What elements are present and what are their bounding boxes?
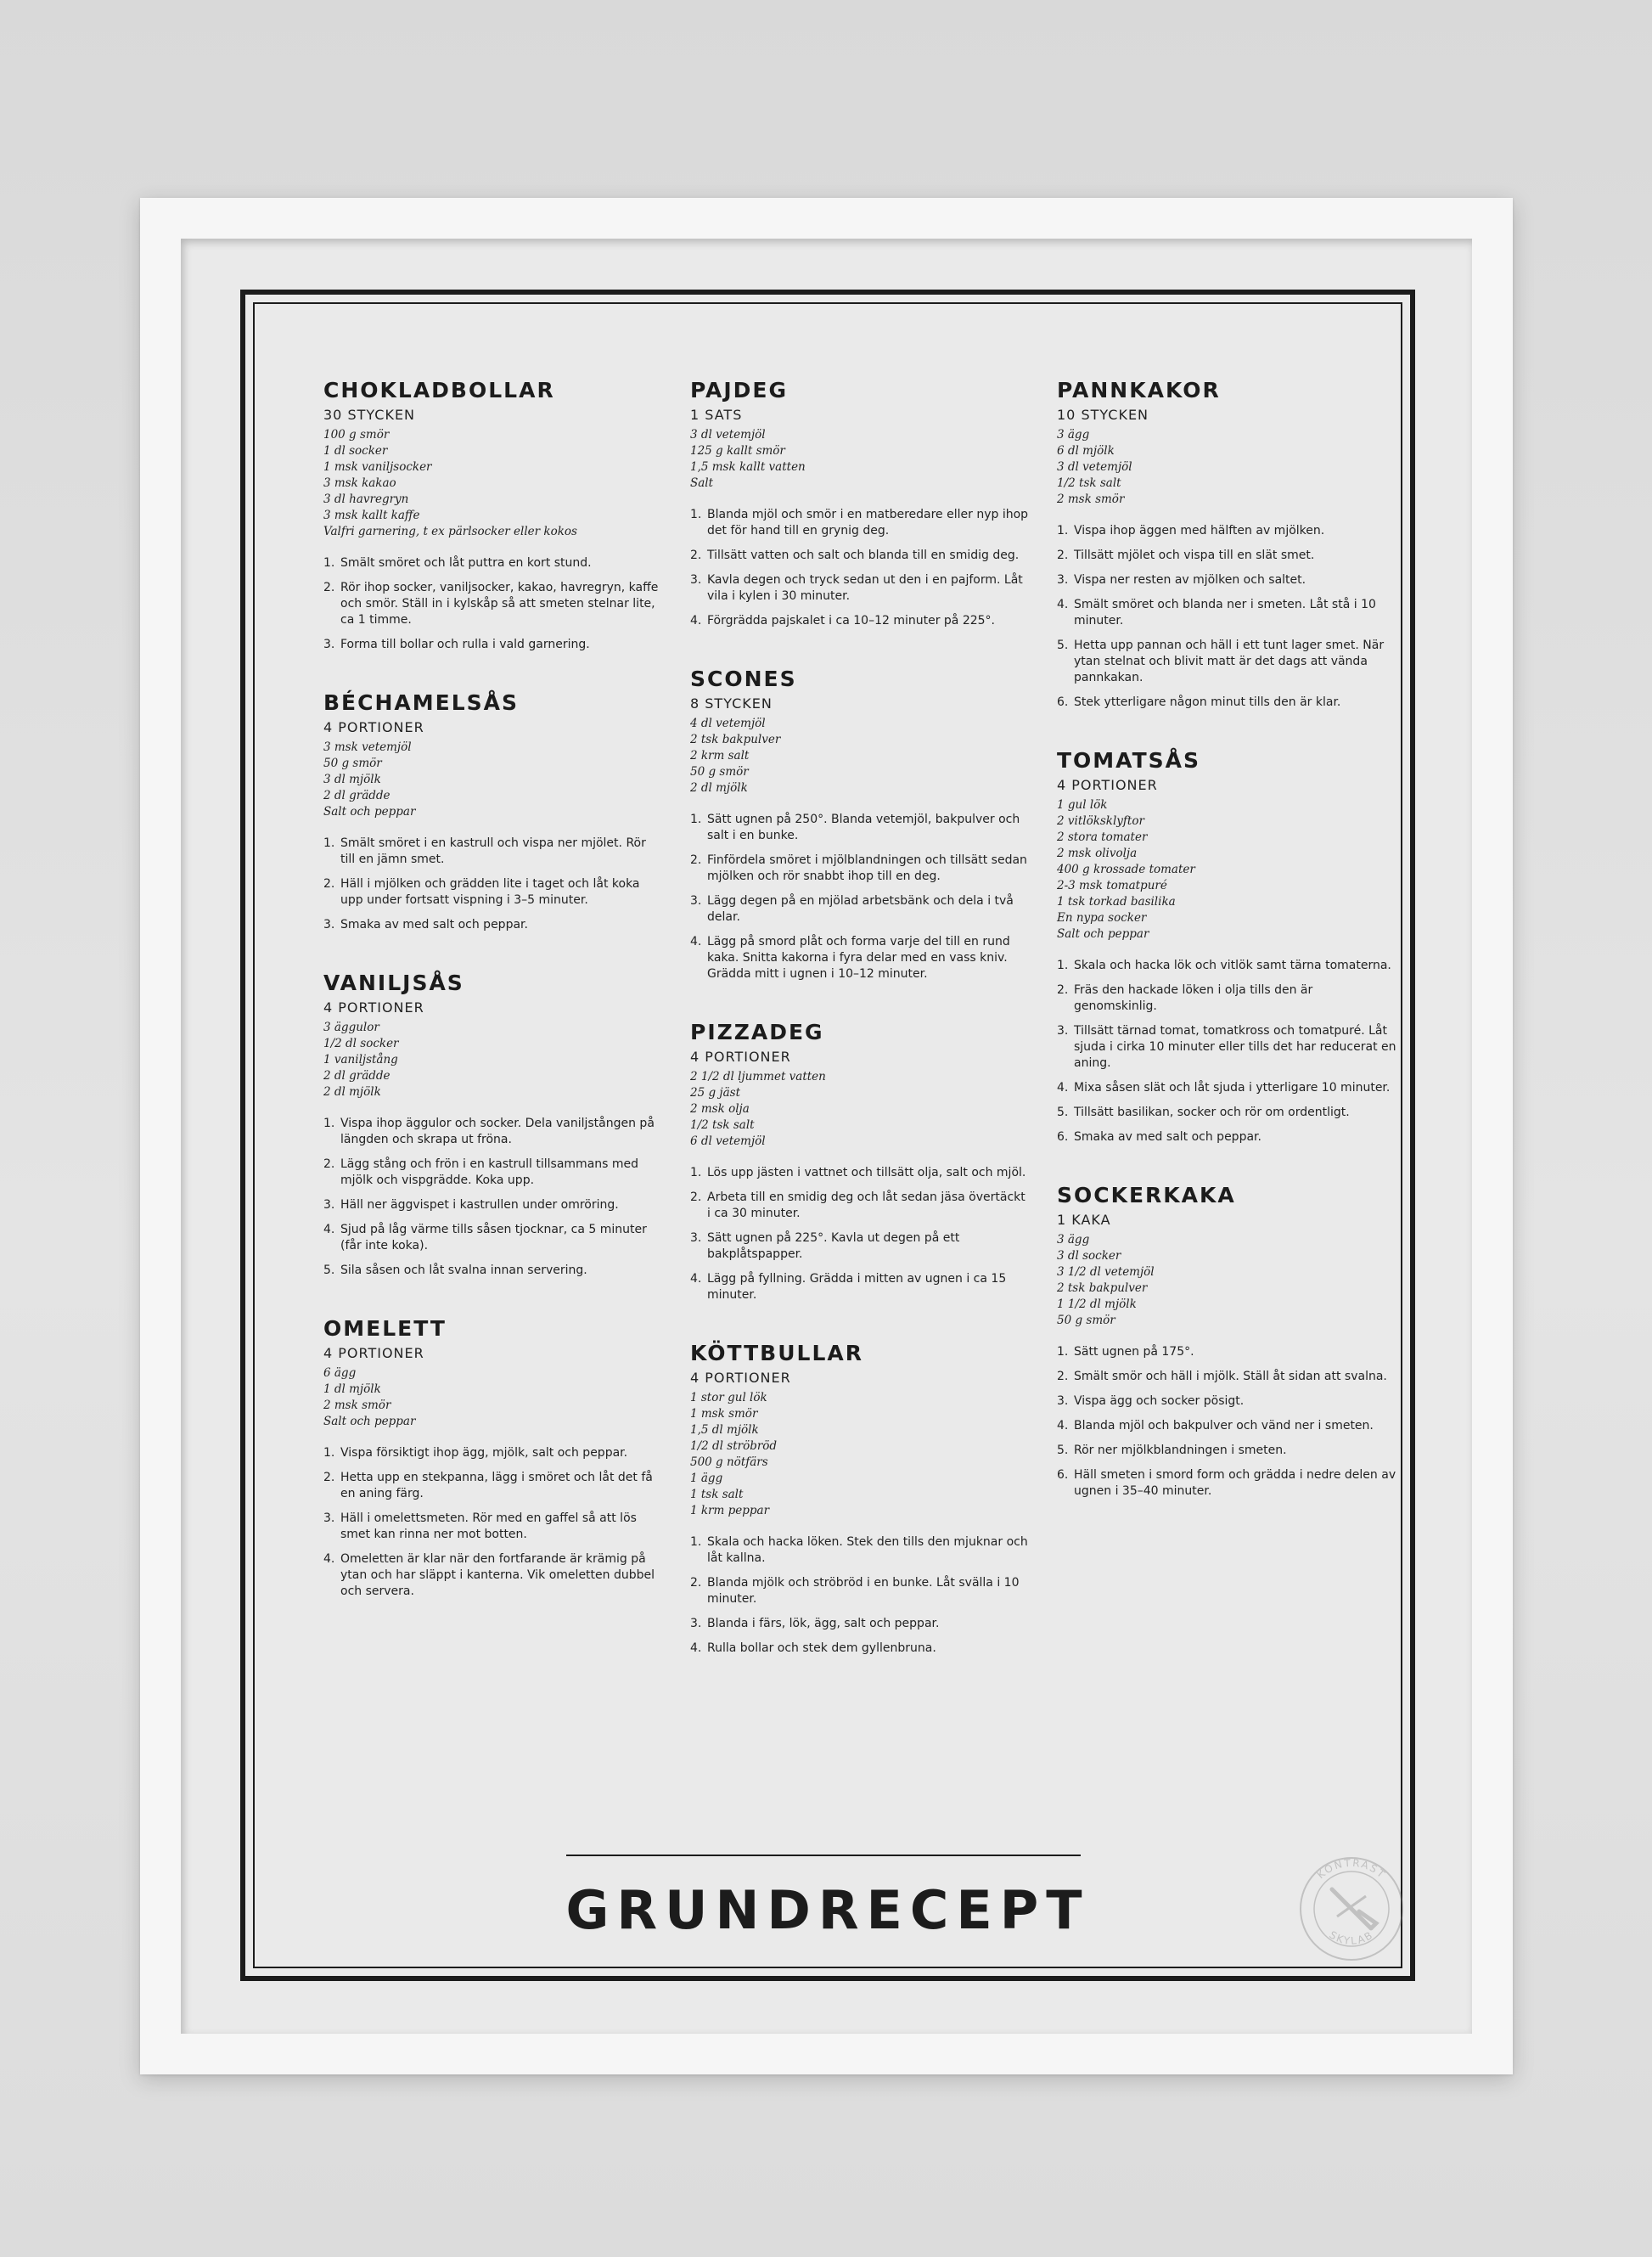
step-number: 1. xyxy=(323,1117,335,1130)
recipe-title: VANILJSÅS xyxy=(323,971,464,995)
ingredient-item: 2 msk smör xyxy=(323,1399,391,1412)
ingredient-item: 1/2 dl socker xyxy=(323,1037,399,1050)
step-number: 1. xyxy=(1057,524,1069,538)
instruction-step xyxy=(1057,548,1396,564)
instruction-step xyxy=(323,1157,663,1189)
step-text: Sätt ugnen på 250°. Blanda vetemjöl, bakpulver och salt i en bunke. xyxy=(707,813,1020,842)
ingredient-item: 3 msk vetemjöl xyxy=(323,740,412,754)
recipe-yield: 4 PORTIONER xyxy=(323,999,424,1016)
ingredient-item: 2 stora tomater xyxy=(1057,830,1148,844)
ingredient-item: 3 1/2 dl vetemjöl xyxy=(1057,1265,1155,1279)
stamp-bottom-text: SKYLAB xyxy=(1327,1928,1376,1947)
instruction-step xyxy=(690,613,1030,629)
step-text: Forma till bollar och rulla i vald garnering. xyxy=(340,638,590,651)
ingredient-item: 1 1/2 dl mjölk xyxy=(1057,1297,1137,1311)
recipe-title: SCONES xyxy=(690,667,797,691)
step-number: 2. xyxy=(690,1576,702,1590)
ingredient-item: 25 g jäst xyxy=(690,1086,740,1100)
instruction-step xyxy=(1057,1467,1396,1500)
step-number: 3. xyxy=(323,1511,335,1525)
ingredient-item: Salt och peppar xyxy=(323,805,416,819)
instruction-step xyxy=(323,1116,663,1148)
step-text: Fräs den hackade löken i olja tills den är genomskinlig. xyxy=(1074,983,1313,1013)
instruction-step xyxy=(1057,572,1396,588)
step-number: 3. xyxy=(1057,1394,1069,1408)
instruction-step xyxy=(1057,1023,1396,1072)
recipe-block xyxy=(690,667,1030,982)
step-text: Vispa ihop äggulor och socker. Dela vaniljstången på längden och skrapa ut fröna. xyxy=(340,1117,655,1146)
ingredient-item: 500 g nötfärs xyxy=(690,1455,768,1469)
recipe-yield: 10 STYCKEN xyxy=(1057,407,1149,423)
ingredient-item: 6 dl vetemjöl xyxy=(690,1134,766,1148)
step-text: Arbeta till en smidig deg och låt sedan jäsa övertäckt i ca 30 minuter. xyxy=(707,1190,1025,1220)
ingredient-item: 2 msk olivolja xyxy=(1057,847,1138,860)
step-text: Blanda mjölk och ströbröd i en bunke. Låt svälla i 10 minuter. xyxy=(707,1576,1020,1606)
recipe-column-1 xyxy=(323,378,663,1637)
recipe-block xyxy=(690,1341,1030,1657)
step-text: Förgrädda pajskalet i ca 10–12 minuter på 225°. xyxy=(707,614,996,628)
ingredient-item: 3 dl vetemjöl xyxy=(1057,460,1132,474)
step-number: 3. xyxy=(690,1617,702,1630)
ingredient-item: 400 g krossade tomater xyxy=(1057,863,1195,876)
step-text: Smaka av med salt och peppar. xyxy=(340,918,528,932)
ingredient-item: 2-3 msk tomatpuré xyxy=(1057,879,1167,892)
instruction-step xyxy=(1057,1344,1396,1360)
ingredient-list xyxy=(1057,1232,1396,1329)
instruction-step xyxy=(323,1511,663,1543)
ingredient-list xyxy=(1057,797,1396,943)
instruction-step xyxy=(323,1263,663,1279)
step-text: Smält smöret och blanda ner i smeten. Låt stå i 10 minuter. xyxy=(1074,598,1376,628)
recipe-yield: 1 KAKA xyxy=(1057,1212,1111,1228)
recipe-title: PAJDEG xyxy=(690,378,789,402)
ingredient-item: Salt xyxy=(690,476,714,490)
step-number: 3. xyxy=(1057,573,1069,587)
instruction-step xyxy=(1057,638,1396,686)
recipe-title: SOCKERKAKA xyxy=(1057,1183,1236,1207)
recipe-yield: 4 PORTIONER xyxy=(323,1345,424,1361)
step-text: Rör ner mjölkblandningen i smeten. xyxy=(1074,1444,1287,1457)
ingredient-item: 1 ägg xyxy=(690,1472,723,1485)
ingredient-list xyxy=(323,1365,663,1430)
step-text: Skala och hacka löken. Stek den tills den mjuknar och låt kallna. xyxy=(707,1535,1028,1565)
step-text: Sätt ugnen på 175°. xyxy=(1074,1345,1194,1359)
step-text: Rulla bollar och stek dem gyllenbruna. xyxy=(707,1641,936,1655)
ingredient-item: 1 msk vaniljsocker xyxy=(323,460,432,474)
instruction-list xyxy=(1057,958,1396,1145)
ingredient-item: 3 dl vetemjöl xyxy=(690,428,766,442)
recipe-block xyxy=(690,1020,1030,1303)
step-text: Blanda mjöl och bakpulver och vänd ner i smeten. xyxy=(1074,1419,1374,1432)
step-text: Blanda i färs, lök, ägg, salt och peppar. xyxy=(707,1617,940,1630)
ingredient-list xyxy=(323,1020,663,1100)
recipe-block xyxy=(323,378,663,653)
step-number: 5. xyxy=(1057,1444,1069,1457)
step-text: Tillsätt vatten och salt och blanda till en smidig deg. xyxy=(707,549,1020,562)
ingredient-list xyxy=(690,427,1030,492)
step-number: 1. xyxy=(323,1446,335,1460)
recipe-title: CHOKLADBOLLAR xyxy=(323,378,555,402)
step-number: 3. xyxy=(1057,1024,1069,1038)
step-text: Hetta upp pannan och häll i ett tunt lager smet. När ytan stelnat och blivit matt är det dags att vända pannkakan. xyxy=(1074,639,1385,684)
instruction-step xyxy=(323,580,663,628)
recipe-title: KÖTTBULLAR xyxy=(690,1341,863,1365)
instruction-step xyxy=(1057,982,1396,1015)
instruction-step xyxy=(323,1197,663,1213)
ingredient-list xyxy=(690,1390,1030,1519)
step-number: 4. xyxy=(1057,1419,1069,1432)
instruction-step xyxy=(1057,1369,1396,1385)
instruction-step xyxy=(1057,958,1396,974)
instruction-step xyxy=(323,1445,663,1461)
instruction-step xyxy=(690,1641,1030,1657)
instruction-list xyxy=(323,1116,663,1279)
recipe-column-2 xyxy=(690,378,1030,1694)
instruction-step xyxy=(690,507,1030,539)
step-text: Skala och hacka lök och vitlök samt tärna tomaterna. xyxy=(1074,959,1391,972)
instruction-step xyxy=(1057,1393,1396,1410)
step-text: Vispa ner resten av mjölken och saltet. xyxy=(1074,573,1306,587)
instruction-list xyxy=(690,507,1030,629)
step-text: Smält smöret och låt puttra en kort stund. xyxy=(340,556,592,570)
ingredient-item: 3 ägg xyxy=(1057,428,1090,442)
poster-paper xyxy=(181,239,1472,2034)
step-number: 4. xyxy=(690,1272,702,1286)
ingredient-item: 2 msk olja xyxy=(690,1102,750,1116)
ingredient-item: 1 stor gul lök xyxy=(690,1391,767,1404)
brand-stamp-logo xyxy=(1298,1855,1405,1962)
ingredient-item: 6 ägg xyxy=(323,1366,357,1380)
recipe-block xyxy=(323,1316,663,1600)
step-number: 6. xyxy=(1057,1130,1069,1144)
svg-text:SKYLAB xyxy=(1327,1928,1375,1947)
step-text: Vispa försiktigt ihop ägg, mjölk, salt och peppar. xyxy=(340,1446,628,1460)
step-number: 5. xyxy=(1057,639,1069,652)
ingredient-item: 1 tsk torkad basilika xyxy=(1057,895,1176,909)
step-text: Vispa ihop äggen med hälften av mjölken. xyxy=(1074,524,1325,538)
step-text: Hetta upp en stekpanna, lägg i smöret och låt det få en aning färg. xyxy=(340,1471,653,1500)
ingredient-item: 1 dl socker xyxy=(323,444,388,458)
poster-title: GRUNDRECEPT xyxy=(565,1879,1090,1941)
svg-text:KONTRAST xyxy=(1315,1857,1388,1882)
step-number: 6. xyxy=(1057,1468,1069,1482)
ingredient-item: 2 msk smör xyxy=(1057,492,1125,506)
recipe-yield: 8 STYCKEN xyxy=(690,695,773,712)
ingredient-item: 3 ägg xyxy=(1057,1233,1090,1247)
step-text: Blanda mjöl och smör i en matberedare eller nyp ihop det för hand till en grynig deg. xyxy=(707,508,1029,538)
instruction-step xyxy=(323,637,663,653)
picture-frame xyxy=(140,198,1513,2074)
recipe-yield: 30 STYCKEN xyxy=(323,407,416,423)
ingredient-item: 4 dl vetemjöl xyxy=(690,717,766,730)
ingredient-item: 1/2 tsk salt xyxy=(1057,476,1121,490)
ingredient-item: 2 dl mjölk xyxy=(690,781,748,795)
step-text: Lägg på fyllning. Grädda i mitten av ugnen i ca 15 minuter. xyxy=(707,1272,1007,1302)
ingredient-item: 1 vaniljstång xyxy=(323,1053,398,1067)
instruction-step xyxy=(1057,1080,1396,1096)
step-number: 1. xyxy=(690,508,702,521)
ingredient-list xyxy=(690,716,1030,796)
recipe-block xyxy=(690,378,1030,629)
step-text: Häll ner äggvispet i kastrullen under omröring. xyxy=(340,1198,619,1212)
ingredient-item: 50 g smör xyxy=(1057,1314,1115,1327)
instruction-list xyxy=(690,1534,1030,1657)
ingredient-item: 2 dl mjölk xyxy=(323,1085,381,1099)
recipe-yield: 4 PORTIONER xyxy=(323,719,424,735)
step-text: Smaka av med salt och peppar. xyxy=(1074,1130,1261,1144)
instruction-step xyxy=(1057,695,1396,711)
instruction-step xyxy=(323,555,663,571)
ingredient-list xyxy=(690,1069,1030,1150)
step-number: 2. xyxy=(323,1471,335,1484)
instruction-step xyxy=(323,836,663,868)
instruction-list xyxy=(323,555,663,653)
ingredient-list xyxy=(1057,427,1396,508)
step-number: 4. xyxy=(323,1223,335,1236)
step-number: 2. xyxy=(323,581,335,594)
ingredient-item: 3 msk kakao xyxy=(323,476,396,490)
step-text: Smält smör och häll i mjölk. Ställ åt sidan att svalna. xyxy=(1074,1370,1387,1383)
ingredient-item: 3 dl havregryn xyxy=(323,492,409,506)
step-text: Stek ytterligare någon minut tills den är klar. xyxy=(1074,695,1341,709)
recipe-title: OMELETT xyxy=(323,1316,447,1341)
step-text: Lägg stång och frön i en kastrull tillsammans med mjölk och vispgrädde. Koka upp. xyxy=(340,1157,639,1187)
recipe-block xyxy=(323,690,663,933)
ingredient-item: 1 gul lök xyxy=(1057,798,1108,812)
step-number: 2. xyxy=(323,877,335,891)
instruction-step xyxy=(690,812,1030,844)
ingredient-item: 1 tsk salt xyxy=(690,1488,744,1501)
instruction-step xyxy=(690,1165,1030,1181)
step-text: Lös upp jästen i vattnet och tillsätt olja, salt och mjöl. xyxy=(707,1166,1026,1179)
ingredient-item: 2 dl grädde xyxy=(323,1069,391,1083)
step-number: 2. xyxy=(690,549,702,562)
recipe-title: BÉCHAMELSÅS xyxy=(323,690,519,715)
ingredient-item: 1,5 dl mjölk xyxy=(690,1423,759,1437)
instruction-step xyxy=(690,1230,1030,1263)
step-number: 1. xyxy=(323,836,335,850)
instruction-step xyxy=(690,853,1030,885)
instruction-step xyxy=(690,572,1030,605)
instruction-step xyxy=(1057,1129,1396,1145)
ingredient-item: 1,5 msk kallt vatten xyxy=(690,460,806,474)
ingredient-item: 50 g smör xyxy=(323,757,382,770)
step-number: 5. xyxy=(323,1264,335,1277)
step-text: Sila såsen och låt svalna innan servering. xyxy=(340,1264,587,1277)
recipe-title: PIZZADEG xyxy=(690,1020,824,1044)
step-number: 3. xyxy=(323,918,335,932)
recipe-block xyxy=(323,971,663,1279)
title-rule xyxy=(566,1855,1081,1856)
step-number: 4. xyxy=(1057,598,1069,611)
step-number: 1. xyxy=(690,813,702,826)
step-text: Sätt ugnen på 225°. Kavla ut degen på ett bakplåtspapper. xyxy=(707,1231,960,1261)
ingredient-item: 2 tsk bakpulver xyxy=(690,733,781,746)
step-number: 5. xyxy=(1057,1106,1069,1119)
step-text: Lägg på smord plåt och forma varje del till en rund kaka. Snitta kakorna i fyra delar med en vass kniv. Grädda mitt i ugnen i 10–12 minuter. xyxy=(707,935,1010,981)
recipe-title: PANNKAKOR xyxy=(1057,378,1221,402)
ingredient-item: 3 äggulor xyxy=(323,1021,379,1034)
step-text: Rör ihop socker, vaniljsocker, kakao, havregryn, kaffe och smör. Ställ in i kylskåp så att smeten stelnar lite, ca 1 timme. xyxy=(340,581,659,627)
instruction-step xyxy=(690,1616,1030,1632)
ingredient-item: Salt och peppar xyxy=(323,1415,416,1428)
step-number: 1. xyxy=(323,556,335,570)
step-number: 1. xyxy=(1057,959,1069,972)
step-number: 1. xyxy=(690,1166,702,1179)
step-number: 3. xyxy=(690,894,702,908)
ingredient-item: 125 g kallt smör xyxy=(690,444,785,458)
recipe-yield: 4 PORTIONER xyxy=(690,1370,791,1386)
step-number: 3. xyxy=(323,1198,335,1212)
instruction-step xyxy=(690,893,1030,926)
ingredient-item: 3 dl socker xyxy=(1057,1249,1121,1263)
recipe-block xyxy=(1057,748,1396,1145)
instruction-list xyxy=(690,812,1030,982)
ingredient-item: 1/2 tsk salt xyxy=(690,1118,755,1132)
ingredient-item: 1 dl mjölk xyxy=(323,1382,381,1396)
ingredient-item: 1/2 dl ströbröd xyxy=(690,1439,778,1453)
step-text: Tillsätt basilikan, socker och rör om ordentligt. xyxy=(1074,1106,1350,1119)
step-text: Vispa ägg och socker pösigt. xyxy=(1074,1394,1245,1408)
step-text: Mixa såsen slät och låt sjuda i ytterligare 10 minuter. xyxy=(1074,1081,1391,1095)
step-text: Häll i mjölken och grädden lite i taget och låt koka upp under fortsatt vispning i 3–5 minuter. xyxy=(340,877,640,907)
instruction-step xyxy=(690,934,1030,982)
instruction-list xyxy=(323,1445,663,1600)
step-text: Tillsätt tärnad tomat, tomatkross och tomatpuré. Låt sjuda i cirka 10 minuter eller tills det har reducerat en aning. xyxy=(1074,1024,1396,1070)
instruction-list xyxy=(1057,523,1396,711)
step-number: 1. xyxy=(690,1535,702,1549)
step-text: Sjud på låg värme tills såsen tjocknar, ca 5 minuter (får inte koka). xyxy=(340,1223,647,1252)
step-number: 2. xyxy=(1057,549,1069,562)
instruction-step xyxy=(690,1575,1030,1607)
instruction-step xyxy=(323,1551,663,1600)
ingredient-item: 3 dl mjölk xyxy=(323,773,381,786)
ingredient-item: En nypa socker xyxy=(1057,911,1147,925)
ingredient-item: 2 dl grädde xyxy=(323,789,391,802)
step-text: Tillsätt mjölet och vispa till en slät smet. xyxy=(1074,549,1315,562)
recipe-block xyxy=(1057,1183,1396,1500)
ingredient-item: 1 msk smör xyxy=(690,1407,758,1421)
step-number: 1. xyxy=(1057,1345,1069,1359)
step-text: Kavla degen och tryck sedan ut den i en pajform. Låt vila i kylen i 30 minuter. xyxy=(707,573,1023,603)
instruction-step xyxy=(690,548,1030,564)
instruction-step xyxy=(690,1271,1030,1303)
instruction-step xyxy=(323,1470,663,1502)
recipe-column-3 xyxy=(1057,378,1396,1537)
instruction-step xyxy=(323,917,663,933)
ingredient-item: 1 krm peppar xyxy=(690,1504,770,1517)
step-number: 4. xyxy=(323,1552,335,1566)
ingredient-item: 3 msk kallt kaffe xyxy=(323,509,420,522)
ingredient-list xyxy=(323,427,663,540)
recipe-yield: 1 SATS xyxy=(690,407,743,423)
step-text: Finfördela smöret i mjölblandningen och tillsätt sedan mjölken och rör snabbt ihop till en deg. xyxy=(707,853,1027,883)
step-text: Omeletten är klar när den fortfarande är krämig på ytan och har släppt i kanterna. Vik omeletten dubbel och servera. xyxy=(340,1552,655,1598)
step-number: 6. xyxy=(1057,695,1069,709)
step-number: 3. xyxy=(323,638,335,651)
ingredient-list xyxy=(323,740,663,820)
recipe-yield: 4 PORTIONER xyxy=(1057,777,1158,793)
step-text: Lägg degen på en mjölad arbetsbänk och dela i två delar. xyxy=(707,894,1014,924)
recipe-yield: 4 PORTIONER xyxy=(690,1049,791,1065)
step-number: 2. xyxy=(690,853,702,867)
instruction-step xyxy=(323,876,663,909)
instruction-list xyxy=(690,1165,1030,1303)
step-text: Häll smeten i smord form och grädda i nedre delen av ugnen i 35–40 minuter. xyxy=(1074,1468,1396,1498)
recipe-block xyxy=(1057,378,1396,711)
instruction-step xyxy=(690,1190,1030,1222)
step-number: 3. xyxy=(690,1231,702,1245)
step-number: 2. xyxy=(323,1157,335,1171)
step-number: 3. xyxy=(690,573,702,587)
step-number: 2. xyxy=(1057,983,1069,997)
instruction-list xyxy=(323,836,663,933)
ingredient-item: 100 g smör xyxy=(323,428,390,442)
ingredient-item: 50 g smör xyxy=(690,765,749,779)
step-text: Häll i omelettsmeten. Rör med en gaffel så att lös smet kan rinna ner mot botten. xyxy=(340,1511,637,1541)
instruction-step xyxy=(1057,523,1396,539)
step-number: 4. xyxy=(690,1641,702,1655)
instruction-step xyxy=(1057,1443,1396,1459)
ingredient-item: Valfri garnering, t ex pärlsocker eller kokos xyxy=(323,525,577,538)
recipe-title: TOMATSÅS xyxy=(1057,748,1201,773)
instruction-list xyxy=(1057,1344,1396,1500)
ingredient-item: 6 dl mjölk xyxy=(1057,444,1115,458)
ingredient-item: 2 tsk bakpulver xyxy=(1057,1281,1148,1295)
ingredient-item: 2 vitlöksklyftor xyxy=(1057,814,1144,828)
stamp-top-text: KONTRAST xyxy=(1314,1856,1389,1882)
step-number: 4. xyxy=(690,614,702,628)
step-text: Smält smöret i en kastrull och vispa ner mjölet. Rör till en jämn smet. xyxy=(340,836,646,866)
instruction-step xyxy=(1057,597,1396,629)
ingredient-item: 2 1/2 dl ljummet vatten xyxy=(690,1070,826,1083)
ingredient-item: 2 krm salt xyxy=(690,749,750,763)
step-number: 2. xyxy=(1057,1370,1069,1383)
instruction-step xyxy=(1057,1105,1396,1121)
ingredient-item: Salt och peppar xyxy=(1057,927,1149,941)
step-number: 4. xyxy=(1057,1081,1069,1095)
step-number: 4. xyxy=(690,935,702,948)
step-number: 2. xyxy=(690,1190,702,1204)
instruction-step xyxy=(1057,1418,1396,1434)
instruction-step xyxy=(323,1222,663,1254)
poster-border xyxy=(240,290,1415,1981)
instruction-step xyxy=(690,1534,1030,1567)
